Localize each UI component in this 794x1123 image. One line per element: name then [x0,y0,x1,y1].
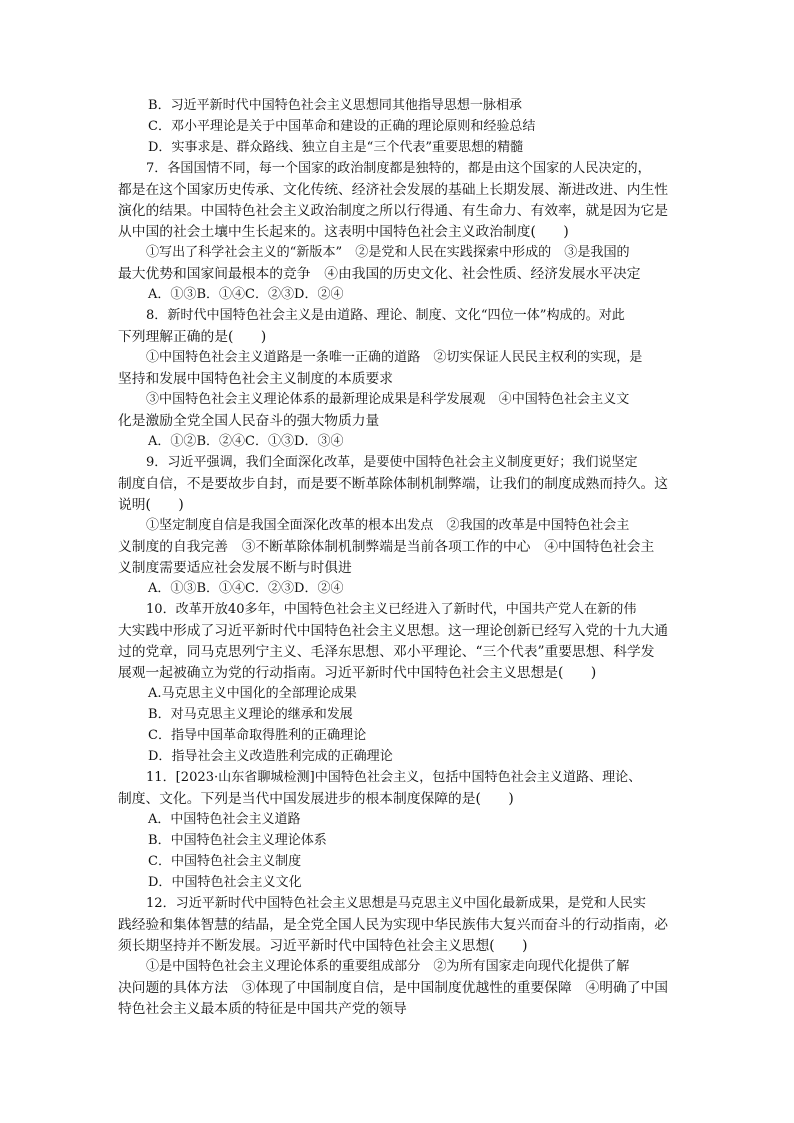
question-7-statements: 最大优势和国家间最根本的竞争 ④由我国的历史文化、社会性质、经济发展水平决定 [118,266,641,282]
option-line: C．邓小平理论是关于中国革命和建设的正确的理论原则和经验总结 [148,119,536,134]
question-8-statements: 化是激励全党全国人民奋斗的强大物质力量 [118,413,380,429]
question-9-stem: 说明( ) [118,497,184,513]
question-12-stem: 须长期坚持并不断发展。习近平新时代中国特色社会主义思想( ) [118,938,528,954]
question-8-statements: ③中国特色社会主义理论体系的最新理论成果是科学发展观 ④中国特色社会主义文 [146,392,630,407]
question-9-statements: ①坚定制度自信是我国全面深化改革的根本出发点 ②我国的改革是中国特色社会主 [146,518,630,533]
question-9-stem: 9．习近平强调，我们全面深化改革，是要使中国特色社会主义制度更好；我们说坚定 [146,455,638,470]
question-8-statements: 坚持和发展中国特色社会主义制度的本质要求 [118,371,394,387]
question-9-statements: 义制度的自我完善 ③不断革除体制机制弊端是当前各项工作的中心 ④中国特色社会主 [118,539,655,555]
question-8-choices: A．①②B．②④C．①③D．③④ [148,434,344,449]
question-12-stem: 践经验和集体智慧的结晶，是全党全国人民为实现中华民族伟大复兴而奋斗的行动指南，必 [118,917,669,933]
question-10-option-d: D．指导社会主义改造胜利完成的正确理论 [148,749,393,764]
question-12-stem: 12．习近平新时代中国特色社会主义思想是马克思主义中国化最新成果，是党和人民实 [146,896,646,911]
question-12-statements: 特色社会主义最本质的特征是中国共产党的领导 [118,1001,407,1017]
question-12-statements: ①是中国特色社会主义理论体系的重要组成部分 ②为所有国家走向现代化提供了解 [146,959,630,974]
question-10-stem: 10．改革开放40多年，中国特色社会主义已经进入了新时代，中国共产党人在新的伟 [146,602,637,617]
question-11-option-d: D．中国特色社会主义文化 [148,875,302,890]
question-9-stem: 制度自信，不是要故步自封，而是要不断革除体制机制弊端，让我们的制度成熟而持久。这 [118,476,669,492]
question-12-statements: 决问题的具体方法 ③体现了中国制度自信，是中国制度优越性的重要保障 ④明确了中国 [118,980,669,996]
question-8-stem: 8．新时代中国特色社会主义是由道路、理论、制度、文化“四位一体”构成的。对此 [146,308,625,323]
question-11-option-c: C．中国特色社会主义制度 [148,854,302,869]
question-10-stem: 过的党章，同马克思列宁主义、毛泽东思想、邓小平理论、“三个代表”重要思想、科学发 [118,644,655,660]
option-line: B．习近平新时代中国特色社会主义思想同其他指导思想一脉相承 [148,98,522,113]
question-10-stem: 展观一起被确立为党的行动指南。习近平新时代中国特色社会主义思想是( ) [118,665,597,681]
question-7-stem: 从中国的社会土壤中生长起来的。这表明中国特色社会主义政治制度( ) [118,224,569,240]
question-7-statements: ①写出了科学社会主义的“新版本” ②是党和人民在实践探索中形成的 ③是我国的 [146,245,630,260]
question-7-stem: 7．各国国情不同，每一个国家的政治制度都是独特的，都是由这个国家的人民决定的， [146,161,651,176]
question-7-choices: A．①③B．①④C．②③D．②④ [148,287,344,302]
question-11-option-a: A．中国特色社会主义道路 [148,812,301,827]
question-8-stem: 下列理解正确的是( ) [118,329,267,345]
question-10-option-c: C．指导中国革命取得胜利的正确理论 [148,728,367,743]
question-10-stem: 大实践中形成了习近平新时代中国特色社会主义思想。这一理论创新已经写入党的十九大通 [118,623,669,639]
question-9-choices: A．①③B．①④C．②③D．②④ [148,581,344,596]
question-10-option-b: B．对马克思主义理论的继承和发展 [148,707,353,722]
question-7-stem: 演化的结果。中国特色社会主义政治制度之所以行得通、有生命力、有效率，就是因为它是 [118,203,669,219]
option-line: D．实事求是、群众路线、独立自主是“三个代表”重要思想的精髓 [148,140,524,155]
question-11-stem: 制度、文化。下列是当代中国发展进步的根本制度保障的是( ) [118,791,514,807]
question-11-option-b: B．中国特色社会主义理论体系 [148,833,327,848]
question-9-statements: 义制度需要适应社会发展不断与时俱进 [118,560,352,576]
question-7-stem: 都是在这个国家历史传承、文化传统、经济社会发展的基础上长期发展、渐进改进、内生性 [118,182,669,198]
question-8-statements: ①中国特色社会主义道路是一条唯一正确的道路 ②切实保证人民民主权利的实现，是 [146,350,643,365]
question-11-stem: 11．[2023·山东省聊城检测]中国特色社会主义，包括中国特色社会主义道路、理论、 [146,770,642,785]
question-10-option-a: A.马克思主义中国化的全部理论成果 [148,686,357,701]
